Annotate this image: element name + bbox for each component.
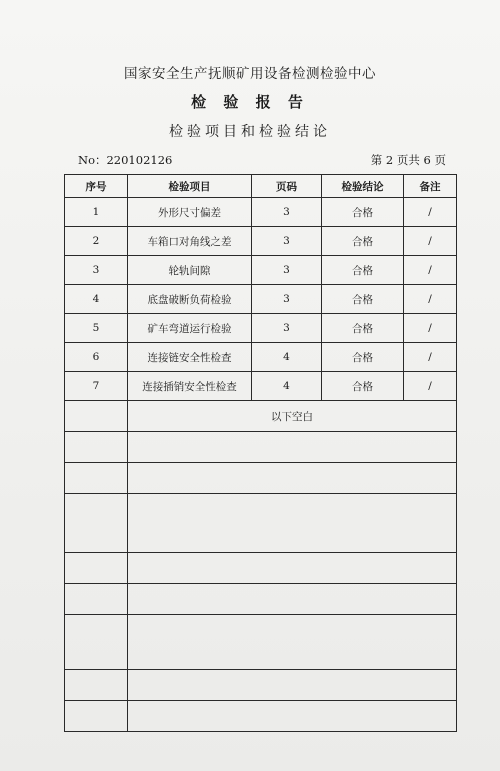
empty-row (65, 494, 457, 553)
row-no: 4 (65, 285, 128, 314)
row-page: 3 (252, 256, 322, 285)
row-note: / (404, 285, 457, 314)
row-item: 连接链安全性检查 (128, 343, 252, 372)
row-result: 合格 (322, 285, 404, 314)
column-header-page: 页码 (252, 175, 322, 198)
row-no: 5 (65, 314, 128, 343)
row-result: 合格 (322, 314, 404, 343)
table-row (65, 343, 457, 372)
column-header-note: 备注 (404, 175, 457, 198)
empty-row (65, 432, 457, 463)
table-row (65, 227, 457, 256)
report-title: 检 验 报 告 (191, 93, 309, 111)
report-number: No：220102126 (78, 153, 173, 167)
row-page: 4 (252, 343, 322, 372)
empty-row (65, 553, 457, 584)
row-note: / (404, 372, 457, 401)
row-result: 合格 (322, 343, 404, 372)
row-page: 3 (252, 198, 322, 227)
table-row (65, 285, 457, 314)
organization-name: 国家安全生产抚顺矿用设备检测检验中心 (124, 66, 376, 82)
empty-row (65, 463, 457, 494)
row-no: 3 (65, 256, 128, 285)
row-no: 6 (65, 343, 128, 372)
table-row (65, 198, 457, 227)
row-result: 合格 (322, 227, 404, 256)
row-result: 合格 (322, 256, 404, 285)
empty-cell (65, 401, 128, 432)
blank-note-row (65, 401, 457, 432)
row-page: 3 (252, 285, 322, 314)
row-note: / (404, 227, 457, 256)
row-note: / (404, 256, 457, 285)
row-result: 合格 (322, 198, 404, 227)
row-no: 2 (65, 227, 128, 256)
page-count: 第 2 页共 6 页 (370, 153, 446, 167)
table-row (65, 372, 457, 401)
row-item: 连接插销安全性检查 (128, 372, 252, 401)
row-item: 车箱口对角线之差 (128, 227, 252, 256)
blank-note: 以下空白 (128, 401, 457, 432)
empty-row (65, 615, 457, 670)
row-no: 7 (65, 372, 128, 401)
column-header-item: 检验项目 (128, 175, 252, 198)
row-item: 矿车弯道运行检验 (128, 314, 252, 343)
row-page: 4 (252, 372, 322, 401)
empty-row (65, 584, 457, 615)
row-item: 底盘破断负荷检验 (128, 285, 252, 314)
row-page: 3 (252, 227, 322, 256)
row-item: 外形尺寸偏差 (128, 198, 252, 227)
row-note: / (404, 314, 457, 343)
row-result: 合格 (322, 372, 404, 401)
inspection-table (64, 174, 457, 732)
row-note: / (404, 198, 457, 227)
table-row (65, 256, 457, 285)
column-header-no: 序号 (65, 175, 128, 198)
empty-row (65, 670, 457, 701)
column-header-result: 检验结论 (322, 175, 404, 198)
table-row (65, 314, 457, 343)
row-no: 1 (65, 198, 128, 227)
section-title: 检验项目和检验结论 (169, 124, 331, 140)
table-header-row (65, 175, 457, 198)
row-page: 3 (252, 314, 322, 343)
empty-row (65, 701, 457, 732)
row-item: 轮轨间隙 (128, 256, 252, 285)
row-note: / (404, 343, 457, 372)
